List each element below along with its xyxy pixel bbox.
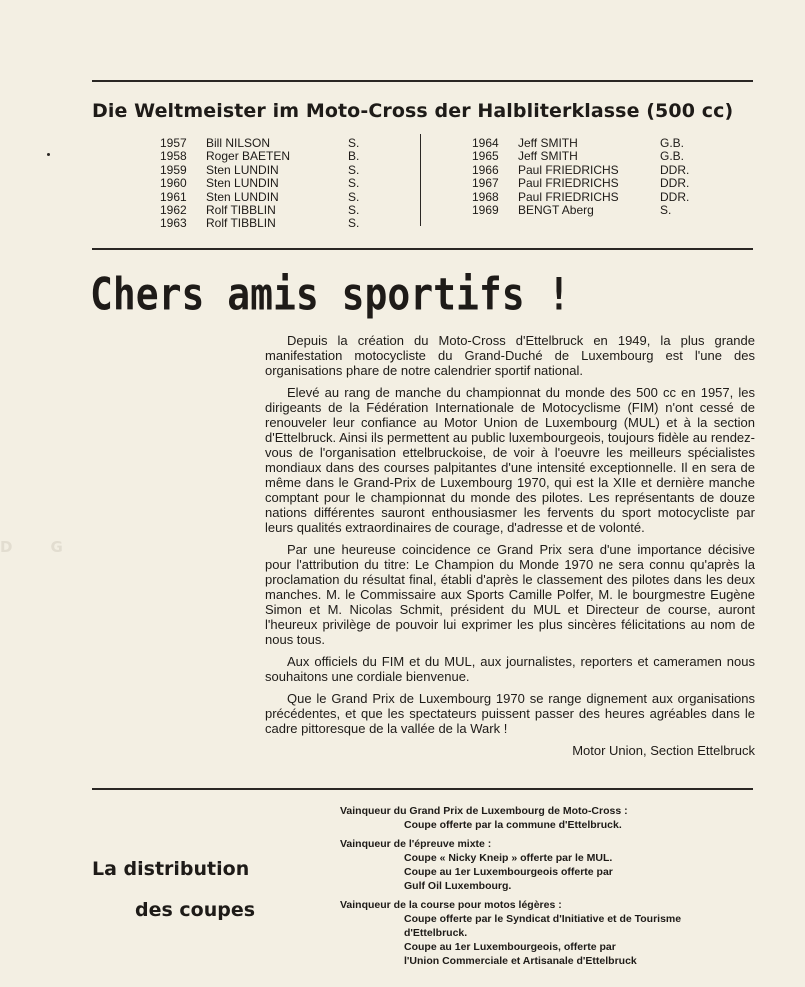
champion-row [160,191,380,204]
champion-country: DDR. [660,189,690,204]
top-rule [92,80,753,82]
champion-row [472,177,722,190]
champion-country: DDR. [660,176,690,191]
cup-detail: Coupe offerte par la commune d'Ettelbruck. [404,819,622,831]
cup-detail: Coupe au 1er Luxembourgeois offerte par [404,866,613,878]
champion-year: 1963 [160,216,187,231]
champion-country: G.B. [660,149,685,164]
champion-name: Sten LUNDIN [206,162,279,177]
champion-name: Rolf TIBBLIN [206,216,276,231]
greeting-title: Chers amis sportifs ! [90,268,571,320]
champion-country: S. [348,189,360,204]
champion-row [160,204,380,217]
champion-name: Sten LUNDIN [206,176,279,191]
champion-row [472,137,722,150]
champion-name: Rolf TIBBLIN [206,202,276,217]
middle-rule [92,248,753,250]
champion-row [160,217,380,230]
champion-year: 1966 [472,162,499,177]
champion-country: S. [660,202,672,217]
cup-detail: Coupe « Nicky Kneip » offerte par le MUL. [404,852,613,864]
distribution-title-line2: des coupes [135,899,256,921]
champion-year: 1965 [472,149,499,164]
column-divider [420,134,421,226]
champion-row [472,164,722,177]
cup-detail: Coupe offerte par le Syndicat d'Initiative et de Tourisme [404,913,682,925]
cup-category: Vainqueur de la course pour motos légères : [340,899,562,911]
letter-paragraph: Elevé au rang de manche du championnat du monde des 500 cc en 1957, les dirigeants de la Fédération Internationale de Motocyclisme (FIM) n'ont cessé de renouveler leur confiance au Motor Union de Luxembourg (MUL) et à la section d'Ettelbruck. Ainsi ils permettent au public luxembourgeois, toujours fidèle au rendez-vous de l'organisation ettelbruckoise, de voir à l'oeuvre les meilleurs spécialistes mondiaux dans des courses palpitantes d'une intensité exceptionnelle. Il en sera de même dans le Grand-Prix de Luxembourg 1970, qui est la XIIe et dernière manche comptant pour le championnat du monde des pilotes. Les représentants de douze nations différentes sauront enthousiasmer les fervents du sport motocycliste par leurs qualités extraordinaires de courage, d'adresse et de volonté. [265,385,755,535]
champion-country: S. [348,136,360,150]
cup-category: Vainqueur de l'épreuve mixte : [340,838,492,850]
letter-body [265,333,755,758]
champion-year: 1962 [160,202,187,217]
cup-detail: Gulf Oil Luxembourg. [404,880,512,892]
distribution-title-line1: La distribution [92,858,250,880]
champion-row [472,150,722,163]
champion-year: 1968 [472,189,499,204]
champion-row [472,204,722,217]
champion-country: S. [348,162,360,177]
champion-row [160,177,380,190]
margin-mark [47,153,50,156]
champion-name: BENGT Aberg [518,202,594,217]
cup-category: Vainqueur du Grand Prix de Luxembourg de Moto-Cross : [340,805,628,817]
champion-row [160,164,380,177]
champion-year: 1969 [472,202,499,217]
champion-year: 1957 [160,136,187,150]
champion-name: Sten LUNDIN [206,189,279,204]
letter-paragraph: Aux officiels du FIM et du MUL, aux journalistes, reporters et cameramen nous souhaitons une cordiale bienvenue. [265,654,755,684]
champion-country: S. [348,216,360,231]
champion-name: Roger BAETEN [206,149,291,164]
letter-paragraph: Depuis la création du Moto-Cross d'Ettelbruck en 1949, la plus grande manifestation motocycliste du Grand-Duché de Luxembourg est l'une des organisations phare de notre calendrier sportif national. [265,333,755,378]
cup-detail: l'Union Commerciale et Artisanale d'Ettelbruck [404,955,637,967]
champion-name: Bill NILSON [206,136,271,150]
champion-name: Paul FRIEDRICHS [518,189,619,204]
champion-year: 1958 [160,149,187,164]
champion-country: G.B. [660,136,685,150]
watermark-row [0,538,101,556]
cup-detail: d'Ettelbruck. [404,927,468,939]
cup-detail: Coupe au 1er Luxembourgeois, offerte par [404,941,616,953]
champion-country: S. [348,176,360,191]
lower-rule [92,788,753,790]
signature: Motor Union, Section Ettelbruck [572,743,755,758]
cups-list [340,804,760,968]
champion-year: 1967 [472,176,499,191]
watermark-text: DG [0,538,101,556]
champion-year: 1960 [160,176,187,191]
champion-name: Jeff SMITH [518,136,578,150]
letter-paragraph: Que le Grand Prix de Luxembourg 1970 se range dignement aux organisations précédentes, et que les spectateurs puissent passer des heures agréables dans le cadre pittoresque de la vallée de la Wark ! [265,691,755,736]
champion-country: S. [348,202,360,217]
champion-name: Jeff SMITH [518,149,578,164]
champions-left-column [160,137,380,231]
champion-year: 1961 [160,189,187,204]
champion-row [160,137,380,150]
champions-right-column [472,137,722,217]
champion-name: Paul FRIEDRICHS [518,176,619,191]
champion-year: 1959 [160,162,187,177]
champion-row [472,191,722,204]
champions-title: Die Weltmeister im Moto-Cross der Halbliterklasse (500 cc) [92,100,734,122]
letter-paragraph: Par une heureuse coincidence ce Grand Prix sera d'une importance décisive pour l'attribution du titre: Le Champion du Monde 1970 ne sera connu qu'après la proclamation du résultat final, établi d'après le classement des pilotes dans les deux manches. M. le Commissaire aux Sports Camille Polfer, M. le bourgmestre Eugène Simon et M. Nicolas Schmit, président du MUL et Directeur de course, auront l'heureux privilège de pouvoir lui exprimer les plus sincères félicitations au nom de nous tous. [265,542,755,647]
champion-row [160,150,380,163]
champion-year: 1964 [472,136,499,150]
champion-country: B. [348,149,360,164]
champion-name: Paul FRIEDRICHS [518,162,619,177]
champion-country: DDR. [660,162,690,177]
